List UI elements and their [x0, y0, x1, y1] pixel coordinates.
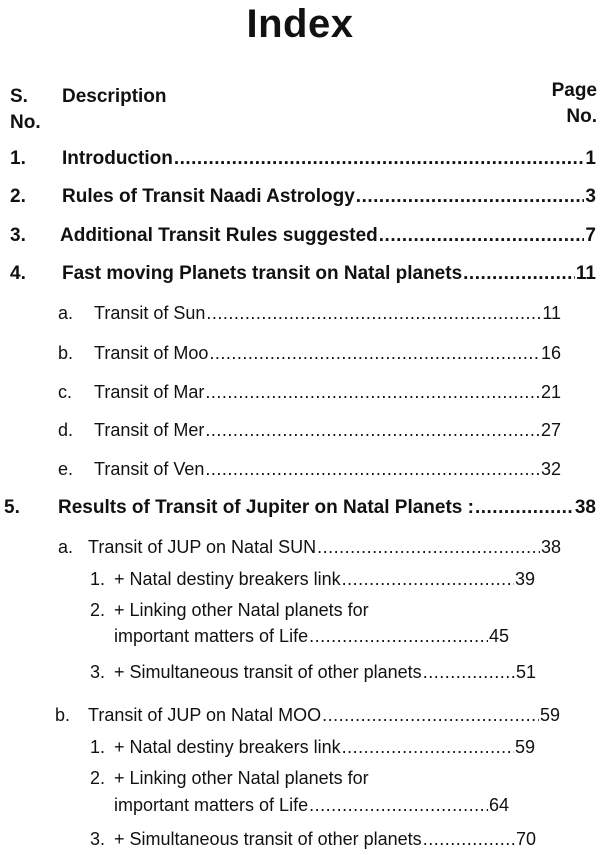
dot-leader	[206, 301, 541, 325]
entry-page-number: 21	[540, 382, 561, 402]
toc-entry-results-jupiter[interactable]	[4, 496, 596, 520]
entry-number: 2.	[90, 768, 106, 788]
dot-leader	[423, 827, 515, 851]
entry-title: Transit of Sun	[94, 303, 206, 323]
entry-title: Results of Transit of Jupiter on Natal Planets :	[58, 497, 474, 518]
entry-title-continued: important matters of Life	[114, 795, 309, 815]
entry-title-continued: important matters of Life	[114, 626, 309, 646]
toc-entry-fast-moving-planets[interactable]	[10, 262, 596, 286]
entry-title: Fast moving Planets transit on Natal planets	[62, 263, 463, 284]
entry-title: + Natal destiny breakers link	[114, 569, 341, 589]
toc-subentry-transit-of-moo[interactable]	[58, 341, 561, 365]
dot-leader	[317, 535, 540, 559]
entry-page-number: 16	[540, 343, 561, 363]
toc-item-linking-planets-sun-line2[interactable]	[114, 624, 509, 648]
toc-subentry-transit-of-mer[interactable]	[58, 418, 561, 442]
entry-number: 2.	[10, 186, 26, 207]
entry-letter: b.	[58, 343, 74, 363]
dot-leader	[209, 341, 540, 365]
entry-page-number: 39	[514, 569, 535, 589]
entry-page-number: 27	[540, 420, 561, 440]
entry-page-number: 59	[514, 737, 535, 757]
toc-entry-additional-rules[interactable]	[10, 224, 596, 248]
dot-leader	[356, 185, 585, 209]
entry-page-number: 1	[585, 148, 596, 169]
dot-leader	[475, 496, 574, 520]
entry-title: Additional Transit Rules suggested	[60, 225, 378, 246]
entry-letter: e.	[58, 459, 74, 479]
column-header-sno-line1: S.	[10, 86, 28, 107]
dot-leader	[205, 380, 540, 404]
entry-page-number: 45	[488, 626, 509, 646]
toc-item-linking-planets-moo-line1[interactable]	[90, 766, 369, 790]
entry-page-number: 38	[574, 497, 596, 518]
entry-letter: d.	[58, 420, 74, 440]
dot-leader	[379, 224, 585, 248]
toc-entry-rules-of-transit[interactable]	[10, 185, 596, 209]
entry-number: 3.	[10, 225, 26, 246]
column-header-sno-line2: No.	[10, 112, 41, 133]
entry-title: Transit of JUP on Natal MOO	[88, 705, 322, 725]
dot-leader	[309, 793, 488, 817]
column-header-description: Description	[62, 86, 167, 107]
column-header-sno	[10, 84, 41, 136]
entry-number: 3.	[90, 662, 106, 682]
entry-title: Introduction	[62, 148, 173, 169]
toc-subentry-transit-of-ven[interactable]	[58, 457, 561, 481]
toc-item-simultaneous-transit-moo[interactable]	[90, 827, 536, 851]
toc-item-simultaneous-transit-sun[interactable]	[90, 660, 536, 684]
entry-number: 1.	[90, 737, 106, 757]
page-title: Index	[246, 2, 354, 46]
entry-title: + Linking other Natal planets for	[114, 768, 369, 788]
entry-letter: b.	[55, 705, 71, 725]
toc-subentry-transit-of-sun[interactable]	[58, 301, 561, 325]
dot-leader	[322, 703, 539, 727]
entry-title: Transit of Mer	[94, 420, 205, 440]
entry-letter: a.	[58, 537, 74, 557]
dot-leader	[309, 624, 488, 648]
dot-leader	[205, 418, 540, 442]
entry-page-number: 70	[515, 829, 536, 849]
dot-leader	[423, 660, 515, 684]
entry-title: Transit of JUP on Natal SUN	[88, 537, 317, 557]
entry-number: 4.	[10, 263, 26, 284]
column-header-page-line2: No.	[566, 106, 597, 127]
toc-item-destiny-breakers-moo[interactable]	[90, 735, 535, 759]
toc-subentry-jup-on-sun[interactable]	[58, 535, 561, 559]
entry-page-number: 7	[585, 225, 596, 246]
toc-subentry-transit-of-mar[interactable]	[58, 380, 561, 404]
entry-number: 2.	[90, 600, 106, 620]
entry-number: 1.	[90, 569, 106, 589]
entry-title: Transit of Ven	[94, 459, 205, 479]
toc-subentry-jup-on-moo[interactable]	[55, 703, 560, 727]
entry-letter: c.	[58, 382, 73, 402]
toc-item-linking-planets-sun-line1[interactable]	[90, 598, 369, 622]
entry-title: Transit of Moo	[94, 343, 209, 363]
entry-title: + Simultaneous transit of other planets	[114, 829, 422, 849]
toc-item-linking-planets-moo-line2[interactable]	[114, 793, 509, 817]
entry-number: 1.	[10, 148, 26, 169]
entry-page-number: 59	[539, 705, 560, 725]
entry-page-number: 32	[540, 459, 561, 479]
column-header-page-line1: Page	[551, 80, 597, 101]
dot-leader	[205, 457, 540, 481]
entry-page-number: 64	[488, 795, 509, 815]
entry-page-number: 38	[540, 537, 561, 557]
entry-page-number: 3	[585, 186, 596, 207]
dot-leader	[174, 147, 585, 171]
entry-title: + Natal destiny breakers link	[114, 737, 341, 757]
entry-number: 5.	[4, 497, 20, 518]
entry-page-number: 11	[575, 263, 596, 284]
dot-leader	[342, 567, 514, 591]
entry-title: Transit of Mar	[94, 382, 205, 402]
dot-leader	[342, 735, 514, 759]
entry-title: + Linking other Natal planets for	[114, 600, 369, 620]
entry-number: 3.	[90, 829, 106, 849]
dot-leader	[463, 262, 575, 286]
toc-item-destiny-breakers-sun[interactable]	[90, 567, 535, 591]
entry-page-number: 11	[542, 303, 561, 323]
entry-letter: a.	[58, 303, 74, 323]
entry-title: + Simultaneous transit of other planets	[114, 662, 422, 682]
entry-page-number: 51	[515, 662, 536, 682]
toc-entry-introduction[interactable]	[10, 147, 596, 171]
entry-title: Rules of Transit Naadi Astrology	[62, 186, 355, 207]
column-header-page	[552, 78, 597, 130]
